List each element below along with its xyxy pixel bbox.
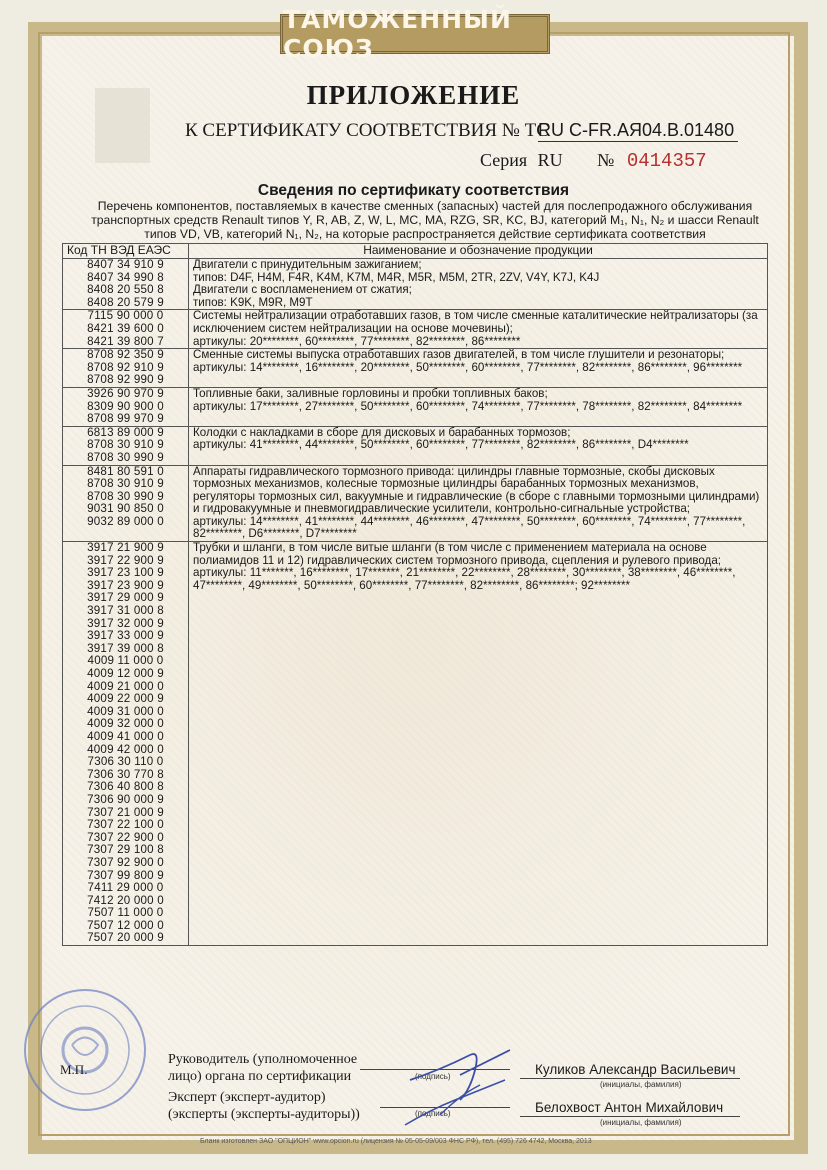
handwritten-signature — [400, 1040, 520, 1130]
expert-signature-hint: (подпись) — [415, 1109, 451, 1118]
hs-code: 8407 34 990 8 — [87, 270, 164, 284]
hs-code: 6813 89 000 9 — [87, 425, 164, 439]
hs-code: 8309 90 900 0 — [87, 399, 164, 413]
page-title: ПРИЛОЖЕНИЕ — [306, 80, 521, 110]
description-text: типов: D4F, H4M, F4R, K4M, K7M, M4R, M5R, M5M, 2TR, 2ZV, V4Y, K7J, K4J — [193, 270, 600, 284]
hs-code: 3917 29 000 9 — [87, 591, 164, 605]
table-row — [63, 542, 768, 946]
code-cell — [63, 542, 189, 946]
hs-code: 8708 92 350 9 — [87, 348, 164, 362]
section-heading: Сведения по сертификату соответствия — [257, 182, 570, 199]
description-text: Колодки с накладками в сборе для дисковых и барабанных тормозов; — [193, 425, 571, 439]
table-header-row — [63, 244, 768, 259]
banner-text: ТАМОЖЕННЫЙ СОЮЗ — [283, 5, 512, 63]
customs-union-banner — [280, 5, 550, 63]
hs-code: 4009 32 000 0 — [87, 717, 164, 731]
hs-code: 7507 20 000 9 — [87, 931, 164, 945]
description-cell — [189, 542, 768, 946]
hs-code: 7306 30 770 8 — [87, 767, 164, 781]
code-cell — [63, 426, 189, 465]
code-cell — [63, 465, 189, 542]
hs-code: 8407 34 910 9 — [87, 258, 164, 271]
description-text: артикулы: 41********, 44********, 50********, 60********, 77********, 82********, 86********, D4******** — [193, 438, 689, 452]
head-label-line2: лицо) органа по сертификации — [168, 1069, 352, 1084]
hs-code: 7307 99 800 9 — [87, 868, 164, 882]
certificate-label: К СЕРТИФИКАТУ СООТВЕТСТВИЯ № ТС — [185, 120, 549, 141]
certification-stamp — [20, 985, 150, 1115]
hs-code: 3917 39 000 8 — [87, 641, 164, 655]
hs-code: 8708 30 990 9 — [87, 450, 164, 464]
head-signature-hint: (подпись) — [415, 1072, 451, 1081]
hs-code: 8421 39 800 7 — [87, 334, 164, 348]
description-cell — [189, 387, 768, 426]
table-row — [63, 465, 768, 542]
table-row — [63, 310, 768, 349]
description-cell — [189, 259, 768, 310]
hs-code: 4009 11 000 0 — [87, 654, 164, 668]
components-table — [62, 243, 768, 946]
table-row — [63, 426, 768, 465]
hs-code: 7306 40 800 8 — [87, 780, 164, 794]
expert-name-line — [520, 1116, 740, 1117]
serial-number: 0414357 — [626, 150, 707, 172]
certificate-number: RU C-FR.АЯ04.В.01480 — [538, 120, 738, 142]
hs-code: 3917 31 000 8 — [87, 604, 164, 618]
hs-code: 4009 41 000 0 — [87, 729, 164, 743]
hs-code: 3917 22 900 9 — [87, 553, 164, 567]
table-body — [63, 259, 768, 946]
hs-code: 9031 90 850 0 — [87, 502, 164, 516]
hs-code: 4009 31 000 0 — [87, 704, 164, 718]
series-label: Серия — [480, 150, 528, 170]
expert-label-line2: (эксперты (эксперты-аудиторы)) — [168, 1107, 360, 1122]
hs-code: 3917 32 000 9 — [87, 616, 164, 630]
expert-label-line1: Эксперт (эксперт-аудитор) — [168, 1090, 326, 1105]
hs-code: 8708 92 910 9 — [87, 360, 164, 374]
table-row — [63, 259, 768, 310]
description-text: Сменные системы выпуска отработавших газов двигателей, в том числе глушители и резонаторы; — [193, 348, 725, 362]
hs-code: 8708 30 910 9 — [87, 438, 164, 452]
hs-code: 8708 92 990 9 — [87, 373, 164, 387]
hs-code: 7507 12 000 0 — [87, 918, 164, 932]
hs-code: 7307 92 900 0 — [87, 855, 164, 869]
hs-code: 7307 29 100 8 — [87, 843, 164, 857]
table-row — [63, 387, 768, 426]
hs-code: 4009 42 000 0 — [87, 742, 164, 756]
hs-code: 7411 29 000 0 — [87, 881, 164, 895]
description-text: Топливные баки, заливные горловины и пробки топливных баков; — [193, 386, 548, 400]
hs-code: 9032 89 000 0 — [87, 514, 164, 528]
hs-code: 7507 11 000 0 — [87, 906, 164, 920]
column-header-code: Код ТН ВЭД ЕАЭС — [63, 244, 189, 259]
hs-code: 8708 30 910 9 — [87, 477, 164, 491]
code-cell — [63, 310, 189, 349]
intro-text: Перечень компонентов, поставляемых в качестве сменных (запасных) частей для послепродажного обслуживания транспортных средств Renault типов Y, R, AB, Z, W, L, MC, MA, RZG, SR, KC, BJ, категорий M₁, N₁, N₂ и шасси Renault типов VD, VB, категорий N₁, N₂, на которые распространяется действие сертификата соответствия — [91, 199, 759, 241]
series-value: RU — [537, 150, 563, 170]
description-text: Двигатели с воспламенением от сжатия; — [193, 283, 412, 297]
hs-code: 7306 30 110 0 — [87, 755, 164, 769]
hs-code: 8408 20 550 8 — [87, 283, 164, 297]
expert-name-hint: (инициалы, фамилия) — [600, 1118, 682, 1127]
hs-code: 4009 21 000 0 — [87, 679, 164, 693]
hs-code: 7412 20 000 0 — [87, 893, 164, 907]
column-header-name: Наименование и обозначение продукции — [189, 244, 768, 259]
description-cell — [189, 310, 768, 349]
code-cell — [63, 349, 189, 388]
description-text: артикулы: 11*******, 16********, 17*******, 21********, 22********, 28********, 30********, 38********, 46********, 47********, 49********, 50********, 60********, 77********, 82********, 86********; 92******** — [193, 566, 736, 592]
hs-code: 8421 39 600 0 — [87, 321, 164, 335]
description-text: артикулы: 17********, 27********, 50********, 60********, 74********, 77********, 78********, 82********, 84******** — [193, 399, 743, 413]
description-text: артикулы: 14********, 41********, 44********, 46********, 47********, 50********, 60********, 74********, 77********, 82********, D6********, D7******** — [193, 514, 746, 541]
code-cell — [63, 387, 189, 426]
hs-code: 8481 80 591 0 — [87, 464, 164, 478]
hs-code: 3917 21 900 9 — [87, 541, 164, 555]
hs-code: 8408 20 579 9 — [87, 295, 164, 309]
description-text: Аппараты гидравлического тормозного привода: цилиндры главные тормозные, скобы дисковых тормозных механизмов, колесные тормозные цилиндры барабанных тормозных механизмов, регуляторы тормозных сил, вакуумные и гидравлические (в сборе с главными тормозными цилиндрами) и гидровакуумные и пневмогидравлические усилители, контрольно-сигнальные устройства; — [193, 464, 760, 516]
hs-code: 7307 22 100 0 — [87, 818, 164, 832]
head-name-hint: (инициалы, фамилия) — [600, 1080, 682, 1089]
description-cell — [189, 349, 768, 388]
hs-code: 3917 33 000 9 — [87, 629, 164, 643]
hs-code: 4009 12 000 9 — [87, 667, 164, 680]
head-label-line1: Руководитель (уполномоченное — [168, 1052, 358, 1067]
head-name-line — [520, 1078, 740, 1079]
description-text: Двигатели с принудительным зажиганием; — [193, 258, 422, 271]
series-line — [480, 150, 707, 172]
hs-code: 7307 21 000 9 — [87, 805, 164, 819]
description-text: артикулы: 20********, 60********, 77********, 82********, 86******** — [193, 334, 521, 348]
hs-code: 8708 99 970 9 — [87, 412, 164, 426]
number-label: № — [597, 150, 615, 170]
hs-code: 8708 30 990 9 — [87, 489, 164, 503]
hs-code: 7115 90 000 0 — [87, 309, 164, 323]
hs-code: 3926 90 970 9 — [87, 386, 164, 400]
hs-code: 4009 22 000 9 — [87, 692, 164, 706]
footer-note: Бланк изготовлен ЗАО "ОПЦИОН" www.opcion.ru (лицензия № 05-05-09/003 ФНС РФ), тел. (495) 726 4742, Москва, 2013 — [200, 1138, 592, 1145]
seal-place-label: М.П. — [60, 1062, 88, 1077]
code-cell — [63, 259, 189, 310]
expert-name: Белохвост Антон Михайлович — [535, 1100, 724, 1115]
hs-code: 3917 23 900 9 — [87, 578, 164, 592]
hs-code: 3917 23 100 9 — [87, 566, 164, 580]
description-text: типов: K9K, M9R, M9T — [193, 295, 313, 309]
description-cell — [189, 465, 768, 542]
hs-code: 7306 90 000 9 — [87, 792, 164, 806]
description-cell — [189, 426, 768, 465]
description-text: артикулы: 14********, 16********, 20********, 50********, 60********, 77********, 82********, 86********, 96******** — [193, 360, 743, 374]
hs-code: 7307 22 900 0 — [87, 830, 164, 844]
head-name: Куликов Александр Васильевич — [535, 1062, 736, 1077]
description-text: Системы нейтрализации отработавших газов, в том числе сменные каталитические нейтрализаторы (за исключением систем нейтрализации на основе мочевины); — [193, 309, 758, 335]
table-row — [63, 349, 768, 388]
description-text: Трубки и шланги, в том числе витые шланги (в том числе с применением материала на основе полиамидов 11 и 12) гидравлических систем тормозного привода, сцепления и рулевого привода; — [193, 541, 721, 567]
